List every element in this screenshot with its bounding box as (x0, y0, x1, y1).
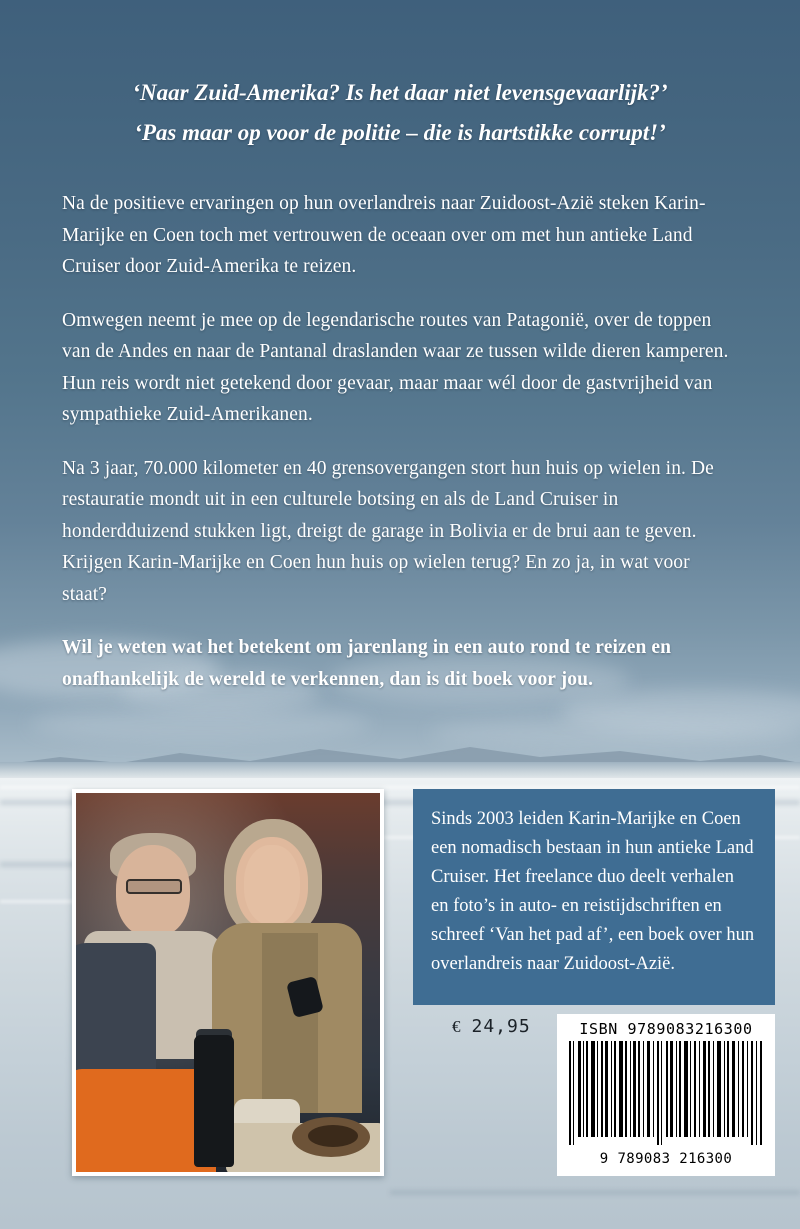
salt-flat-texture (390, 1190, 800, 1195)
isbn-label: ISBN 9789083216300 (579, 1020, 753, 1038)
blurb-paragraph: Na de positieve ervaringen op hun overlandreis naar Zuidoost-Azië steken Karin-Marijke en Coen toch met vertrouwen de oceaan over om met hun antieke Land Cruiser door Zuid-Amerika te reizen. (62, 193, 706, 277)
barcode-digits: 9 789083 216300 (599, 1151, 733, 1167)
author-bio-box (413, 789, 775, 1005)
photo-eyeglasses (126, 879, 182, 894)
blurb-paragraph: Na 3 jaar, 70.000 kilometer en 40 grensovergangen stort hun huis op wielen in. De restauratie mondt uit in een culturele botsing en als de Land Cruiser in honderdduizend stukken ligt, dreigt de garage in Bolivia er de brui aan te geven. Krijgen Karin-Marijke en Coen hun huis op wielen terug? En zo ja, in wat voor staat? (62, 457, 714, 605)
barcode (557, 1014, 775, 1176)
blurb-body (0, 188, 800, 695)
blurb-closing-paragraph: Wil je weten wat het betekent om jarenlang in een auto rond te reizen en onafhankelijk de wereld te verkennen, dan is dit boek voor jou. (62, 637, 672, 690)
author-photo (72, 789, 384, 1176)
barcode-bars (567, 1041, 765, 1145)
tagline-line-2: ‘Pas maar op voor de politie – die is hartstikke corrupt!’ (134, 120, 666, 145)
price (452, 1016, 531, 1037)
photo-person-right (262, 933, 318, 1113)
photo-person-right (244, 845, 300, 925)
tagline-line-1: ‘Naar Zuid-Amerika? Is het daar niet levensgevaarlijk?’ (132, 80, 668, 105)
author-photo-image (76, 793, 380, 1172)
price-amount: 24,95 (471, 1016, 531, 1037)
author-bio-text: Sinds 2003 leiden Karin-Marijke en Coen een nomadisch bestaan in hun antieke Land Cruiser. Het freelance duo deelt verhalen en foto’s in auto- en reistijdschriften en schreef ‘Van het pad af’, een boek over hun overlandreis naar Zuidoost-Azië. (431, 809, 755, 974)
photo-thermos (194, 1035, 234, 1167)
price-currency: € (452, 1017, 462, 1036)
blurb-paragraph: Omwegen neemt je mee op de legendarische routes van Patagonië, over de toppen van de Andes en naar de Pantanal draslanden waar ze tussen wilde dieren kamperen. Hun reis wordt niet getekend door gevaar, maar maar wél door de gastvrijheid van sympathieke Zuid-Amerikanen. (62, 309, 729, 425)
photo-table-items (308, 1125, 358, 1147)
